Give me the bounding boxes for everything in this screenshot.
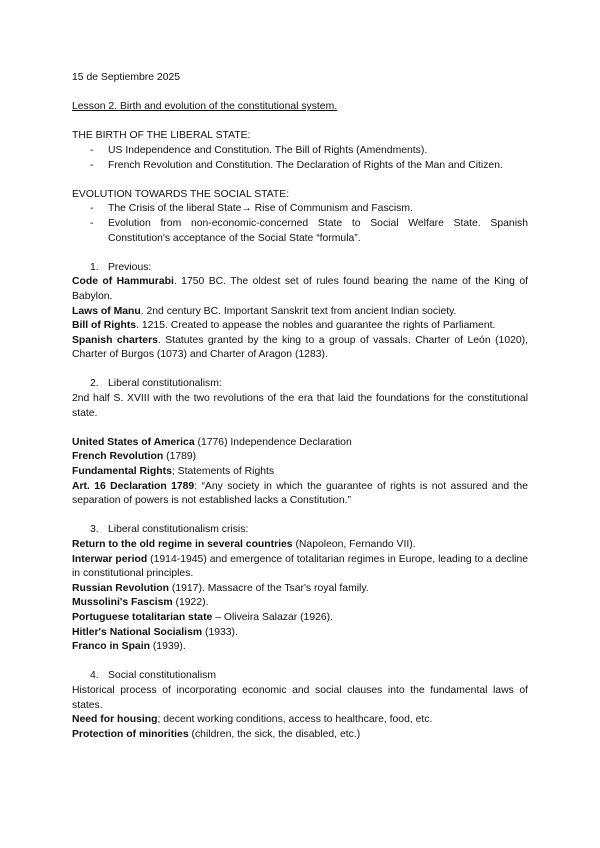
entry-item xyxy=(72,582,528,597)
entry-text: ; decent working conditions, access to healthcare, food, etc. xyxy=(157,714,433,726)
entry-text: (1922). xyxy=(172,597,209,609)
section-title: Liberal constitutionalism: xyxy=(108,378,222,390)
entry-item xyxy=(72,640,528,655)
entry-term: Return to the old regime in several countries xyxy=(72,539,293,550)
lesson-title: Lesson 2. Birth and evolution of the constitutional system. xyxy=(72,101,338,113)
entry-text: . 2nd century BC. Important Sanskrit text from ancient Indian society. xyxy=(140,305,457,317)
entry-item xyxy=(72,275,528,304)
entry-text: (Napoleon, Fernando VII). xyxy=(292,539,416,550)
section-title: Social constitutionalism xyxy=(108,670,216,682)
entry-item xyxy=(72,611,528,626)
section-title: Liberal constitutionalism crisis: xyxy=(108,524,249,536)
entry-text: : “Any society in which the guarantee of rights is not assured and the separation of powers is not established lacks a Constitution.” xyxy=(72,480,528,507)
birth-heading: THE BIRTH OF THE LIBERAL STATE: xyxy=(72,130,251,142)
entry-text: (1939). xyxy=(149,641,186,653)
entry-item xyxy=(72,334,528,363)
entry-item xyxy=(72,305,528,320)
section-heading-liberal xyxy=(72,377,528,392)
entry-term: Spanish charters xyxy=(72,334,158,346)
entry-text: ; Statements of Rights xyxy=(171,466,275,478)
list-item: - Evolution from non-economic-concerned State to Social Welfare State. Spanish Constitution's acceptance of the Social State “formula”. xyxy=(72,217,528,246)
section-number: 4. xyxy=(90,670,99,682)
section-heading-previous xyxy=(72,261,528,276)
list-item: - The Crisis of the liberal State→ Rise of Communism and Fascism. xyxy=(72,202,528,217)
section-title: Previous: xyxy=(108,261,152,273)
entry-term: Art. 16 Declaration 1789 xyxy=(72,480,195,492)
section-number: 1. xyxy=(90,261,99,273)
entry-item xyxy=(72,436,528,451)
entry-text: . Statutes granted by the king to a group of vassals. Charter of León (1020), Charter of Burgos (1073) and Charter of Aragon (1283). xyxy=(72,334,529,361)
section-intro: Historical process of incorporating economic and social clauses into the fundamental laws of states. xyxy=(72,684,528,711)
evolution-list xyxy=(72,202,528,246)
entry-term: Portuguese totalitarian state xyxy=(72,611,213,623)
entry-item xyxy=(72,465,528,480)
entry-term: Code of Hammurabi xyxy=(72,276,174,288)
entry-text: (1933). xyxy=(202,626,238,638)
entry-term: Mussolini's Fascism xyxy=(72,597,173,609)
entry-term: French Revolution xyxy=(72,451,164,463)
entry-term: Hitler's National Socialism xyxy=(72,626,203,638)
entry-term: Laws of Manu xyxy=(72,305,141,317)
entry-text: (1917). Massacre of the Tsar's royal family. xyxy=(169,582,369,594)
entry-item xyxy=(72,553,528,582)
entry-text: (1914-1945) and emergence of totalitarian regimes in Europe, leading to a decline in constitutional principles. xyxy=(72,553,528,580)
entry-text: – Oliveira Salazar (1926). xyxy=(212,611,334,623)
entry-item xyxy=(72,626,528,641)
section-heading-social xyxy=(72,669,528,684)
entry-text: . 1215. Created to appease the nobles and guarantee the rights of Parliament. xyxy=(136,320,496,332)
entry-item xyxy=(72,713,528,728)
birth-list xyxy=(72,144,528,173)
list-item: - French Revolution and Constitution. The Declaration of Rights of the Man and Citizen. xyxy=(72,159,528,174)
section-heading-crisis xyxy=(72,523,528,538)
section-number: 2. xyxy=(90,378,99,390)
entry-term: United States of America xyxy=(72,436,195,448)
entry-text: . 1750 BC. The oldest set of rules found bearing the name of the King of Babylon. xyxy=(72,276,528,302)
entry-item xyxy=(72,596,528,611)
section-intro: 2nd half S. XVIII with the two revolutions of the era that laid the foundations for the constitutional state. xyxy=(72,393,528,419)
entry-term: Interwar period xyxy=(72,553,148,565)
entry-term: Need for housing xyxy=(72,714,158,726)
entry-text: (1776) Independence Declaration xyxy=(194,436,352,448)
entry-text: (children, the sick, the disabled, etc.) xyxy=(188,728,361,740)
entry-term: Fundamental Rights xyxy=(72,466,172,478)
entry-item xyxy=(72,728,528,743)
section-number: 3. xyxy=(90,524,99,536)
list-item: - US Independence and Constitution. The Bill of Rights (Amendments). xyxy=(72,144,528,159)
entry-item xyxy=(72,480,528,509)
entry-item xyxy=(72,319,528,334)
evolution-heading: EVOLUTION TOWARDS THE SOCIAL STATE: xyxy=(72,188,290,200)
entry-item xyxy=(72,450,528,465)
document-body xyxy=(72,71,528,742)
entry-term: Bill of Rights xyxy=(72,320,137,332)
entry-term: Russian Revolution xyxy=(72,582,169,594)
entry-text: (1789) xyxy=(163,451,197,463)
entry-term: Franco in Spain xyxy=(72,641,150,653)
entry-term: Protection of minorities xyxy=(72,728,189,740)
date-line: 15 de Septiembre 2025 xyxy=(72,72,181,83)
entry-item xyxy=(72,538,528,553)
